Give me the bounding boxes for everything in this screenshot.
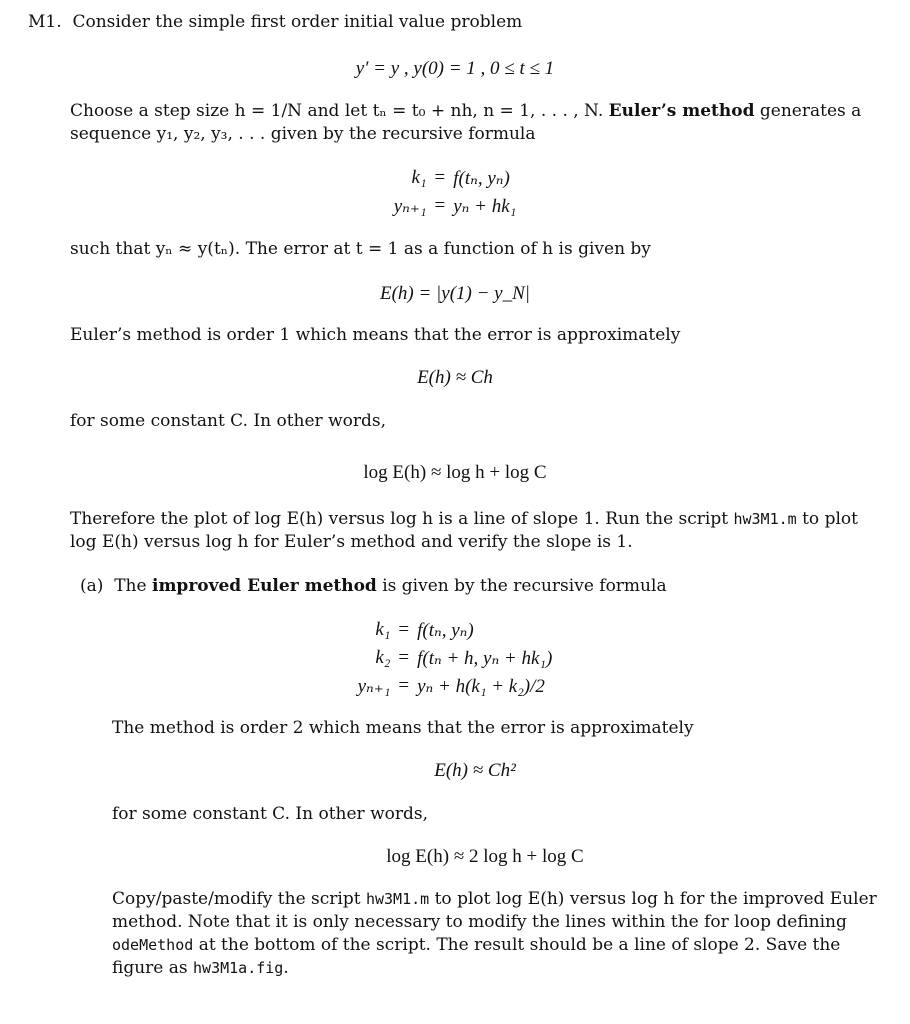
copy-line-2: method. Note that it is only necessary to modify the lines within the for loop defining bbox=[112, 912, 847, 932]
problem-intro: Consider the simple first order initial value problem bbox=[72, 12, 523, 32]
ie-eq-3-rhs: yₙ + h(k₁ + k₂)/2 bbox=[417, 675, 545, 697]
step-text-2: generates a bbox=[759, 101, 862, 121]
ode-method-name: odeMethod bbox=[112, 936, 194, 954]
copy-script-name: hw3M1.m bbox=[365, 890, 430, 908]
ie-eq-3-lhs: yₙ₊₁ bbox=[357, 675, 391, 697]
euler-eq-1-op: = bbox=[434, 167, 446, 188]
euler-eq-1-rhs: f(tₙ, yₙ) bbox=[453, 167, 510, 189]
improved-euler-formula bbox=[0, 616, 910, 700]
ie-eq-1-rhs: f(tₙ, yₙ) bbox=[417, 619, 474, 641]
error-definition: E(h) = |y(1) − y_N| bbox=[379, 283, 531, 304]
therefore-text-2: to plot bbox=[802, 509, 858, 529]
step-size-paragraph bbox=[70, 100, 870, 146]
constant-text-1: for some constant C. In other words, bbox=[70, 411, 386, 431]
step-text-1: Choose a step size h = 1/N and let tₙ = t₀ + nh, n = 1, . . . , N. bbox=[70, 101, 604, 121]
euler-formula bbox=[0, 164, 910, 220]
part-a-label: (a) bbox=[80, 576, 104, 596]
euler-eq-2-lhs: yₙ₊₁ bbox=[393, 195, 427, 217]
constant-text-2: for some constant C. In other words, bbox=[112, 804, 428, 824]
ie-eq-2-lhs: k₂ bbox=[375, 647, 391, 668]
order2-text: The method is order 2 which means that the error is approximately bbox=[112, 718, 694, 738]
euler-eq-2-op: = bbox=[434, 195, 446, 216]
log-relation-1: log E(h) ≈ log h + log C bbox=[363, 462, 547, 483]
log-relation-2: log E(h) ≈ 2 log h + log C bbox=[386, 846, 584, 867]
copy-line-3: at the bottom of the script. The result should be a line of slope 2. Save the bbox=[198, 935, 841, 955]
ivp-equation: y′ = y , y(0) = 1 , 0 ≤ t ≤ 1 bbox=[355, 58, 555, 79]
part-a-intro-2: is given by the recursive formula bbox=[382, 576, 667, 596]
copy-line-4-1: figure as bbox=[112, 958, 188, 978]
therefore-text-1: Therefore the plot of log E(h) versus log h is a line of slope 1. Run the script bbox=[70, 509, 729, 529]
step-line-2: sequence y₁, y₂, y₃, . . . given by the recursive formula bbox=[70, 124, 536, 144]
approx-order1: E(h) ≈ Ch bbox=[417, 367, 493, 388]
ie-eq-1-op: = bbox=[398, 619, 410, 640]
euler-eq-2-rhs: yₙ + hk₁ bbox=[453, 195, 517, 217]
approx-order2: E(h) ≈ Ch² bbox=[434, 760, 516, 781]
ie-eq-1-lhs: k₁ bbox=[375, 619, 391, 640]
copy-line-4-2: . bbox=[283, 958, 289, 978]
copy-text-2: to plot log E(h) versus log h for the improved Euler bbox=[434, 889, 877, 909]
therefore-line-2: log E(h) versus log h for Euler’s method and verify the slope is 1. bbox=[70, 532, 633, 552]
copy-text-1: Copy/paste/modify the script bbox=[112, 889, 361, 909]
improved-euler-term: improved Euler method bbox=[151, 576, 377, 596]
problem-label: M1. bbox=[28, 12, 62, 32]
script-name: hw3M1.m bbox=[733, 510, 797, 528]
problem-heading bbox=[28, 12, 522, 32]
order1-text: Euler’s method is order 1 which means that the error is approximately bbox=[70, 325, 681, 345]
figure-file-name: hw3M1a.fig bbox=[193, 959, 284, 977]
ie-eq-3-op: = bbox=[398, 675, 410, 696]
part-a-intro bbox=[80, 575, 667, 598]
such-that-text: such that yₙ ≈ y(tₙ). The error at t = 1 as a function of h is given by bbox=[70, 239, 651, 259]
ie-eq-2-op: = bbox=[398, 647, 410, 668]
ie-eq-2-rhs: f(tₙ + h, yₙ + hk₁) bbox=[417, 647, 553, 669]
euler-eq-1-lhs: k₁ bbox=[411, 167, 427, 188]
euler-method-term: Euler’s method bbox=[608, 101, 755, 121]
part-a-intro-1: The bbox=[114, 576, 147, 596]
therefore-paragraph bbox=[70, 508, 870, 554]
copy-paragraph bbox=[112, 888, 877, 980]
